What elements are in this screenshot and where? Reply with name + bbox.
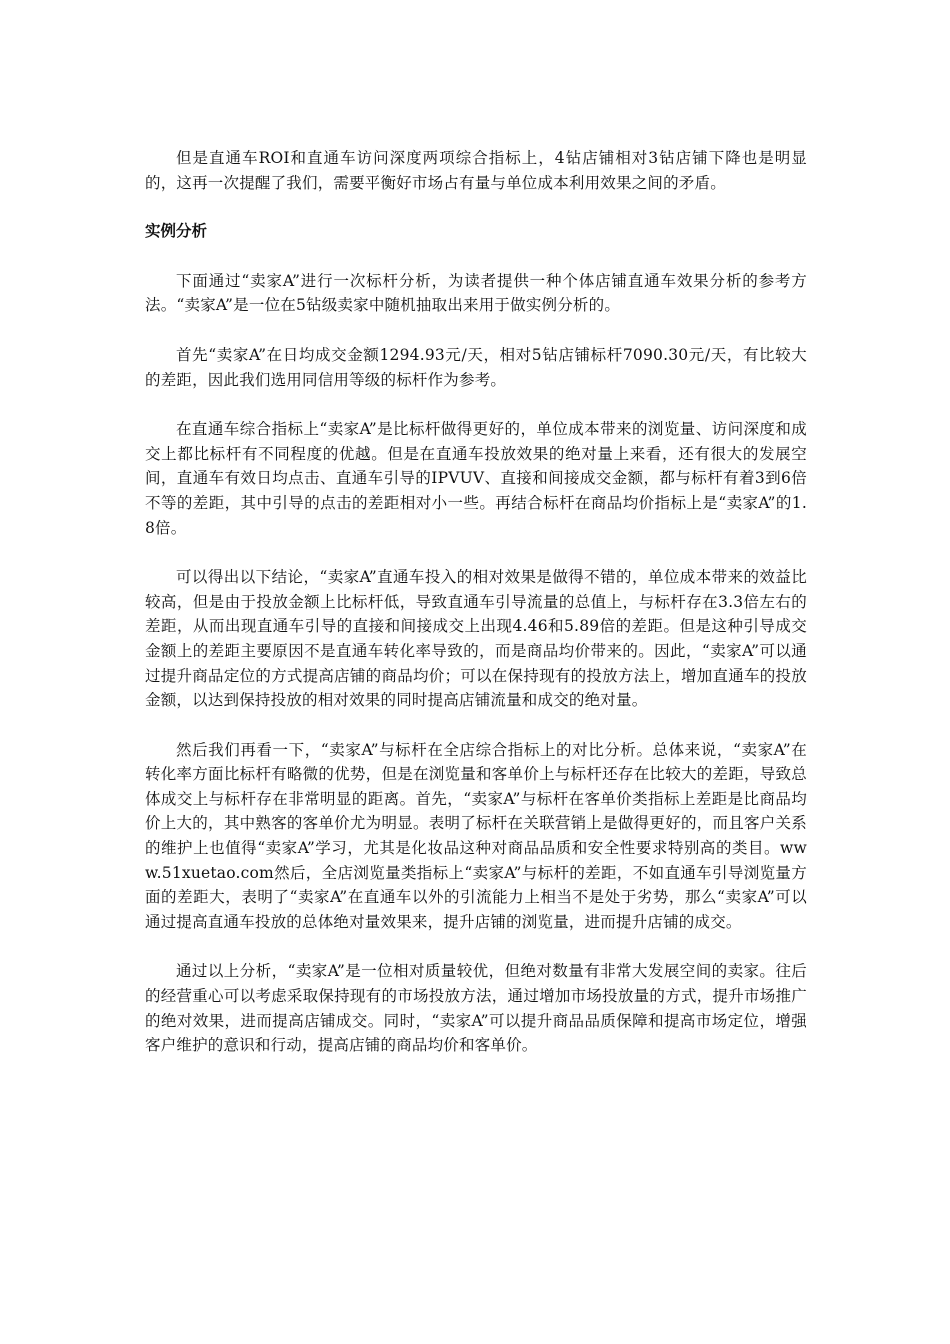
spacer [145, 195, 807, 219]
paragraph-daily-sales: 首先“卖家A”在日均成交金额1294.93元/天，相对5钻店铺标杆7090.30元/天，有比较大的差距，因此我们选用同信用等级的标杆作为参考。 [145, 345, 807, 389]
spacer [145, 244, 807, 269]
paragraph-ztc-metrics: 在直通车综合指标上“卖家A”是比标杆做得更好的，单位成本带来的浏览量、访问深度和成交上都比标杆有不同程度的优越。但是在直通车投放效果的绝对量上来看，还有很大的发展空间，直通车有效日均点击、直通车引导的IPVUV、直接和间接成交金额，都与标杆有着3到6倍不等的差距，其中引导的点击的差距相对小一些。再结合标杆在商品均价指标上是“卖家A”的1.8倍。 [145, 420, 807, 537]
paragraph-benchmark-intro: 下面通过“卖家A”进行一次标杆分析，为读者提供一种个体店铺直通车效果分析的参考方法。“卖家A”是一位在5钻级卖家中随机抽取出来用于做实例分析的。 [145, 271, 807, 315]
spacer [145, 392, 807, 417]
spacer [145, 318, 807, 343]
spacer [145, 713, 807, 738]
spacer [145, 934, 807, 959]
paragraph-store-metrics: 然后我们再看一下，“卖家A”与标杆在全店综合指标上的对比分析。总体来说，“卖家A”在转化率方面比标杆有略微的优势，但是在浏览量和客单价上与标杆还存在比较大的差距，导致总体成交上与标杆存在非常明显的距离。首先，“卖家A”与标杆在客单价类指标上差距是比商品均价上大的，其中熟客的客单价尤为明显。表明了标杆在关联营销上是做得更好的，而且客户关系的维护上也值得“卖家A”学习，尤其是化妆品这种对商品品质和安全性要求特别高的类目。www.51xuetao.com然后，全店浏览量类指标上“卖家A”与标杆的差距，不如直通车引导浏览量方面的差距大，表明了“卖家A”在直通车以外的引流能力上相当不是处于劣势，那么“卖家A”可以通过提高直通车投放的总体绝对量效果来，提升店铺的浏览量，进而提升店铺的成交。 [145, 740, 807, 931]
document-page [145, 146, 807, 1058]
paragraph-conclusion: 可以得出以下结论，“卖家A”直通车投入的相对效果是做得不错的，单位成本带来的效益比较高，但是由于投放金额上比标杆低，导致直通车引导流量的总值上，与标杆存在3.3倍左右的差距，从而出现直通车引导的直接和间接成交上出现4.46和5.89倍的差距。但是这种引导成交金额上的差距主要原因不是直通车转化率导致的，而是商品均价带来的。因此，“卖家A”可以通过提升商品定位的方式提高店铺的商品均价；可以在保持现有的投放方法上，增加直通车的投放金额，以达到保持投放的相对效果的同时提高店铺流量和成交的绝对量。 [145, 568, 807, 710]
paragraph-summary: 通过以上分析，“卖家A”是一位相对质量较优，但绝对数量有非常大发展空间的卖家。往后的经营重心可以考虑采取保持现有的市场投放方法，通过增加市场投放量的方式，提升市场推广的绝对效果，进而提高店铺成交。同时，“卖家A”可以提升商品品质保障和提高市场定位，增强客户维护的意识和行动，提高店铺的商品均价和客单价。 [145, 962, 807, 1055]
paragraph-roi-comparison: 但是直通车ROI和直通车访问深度两项综合指标上，4钻店铺相对3钻店铺下降也是明显的，这再一次提醒了我们，需要平衡好市场占有量与单位成本利用效果之间的矛盾。 [145, 149, 807, 192]
section-heading: 实例分析 [145, 222, 208, 241]
spacer [145, 540, 807, 565]
